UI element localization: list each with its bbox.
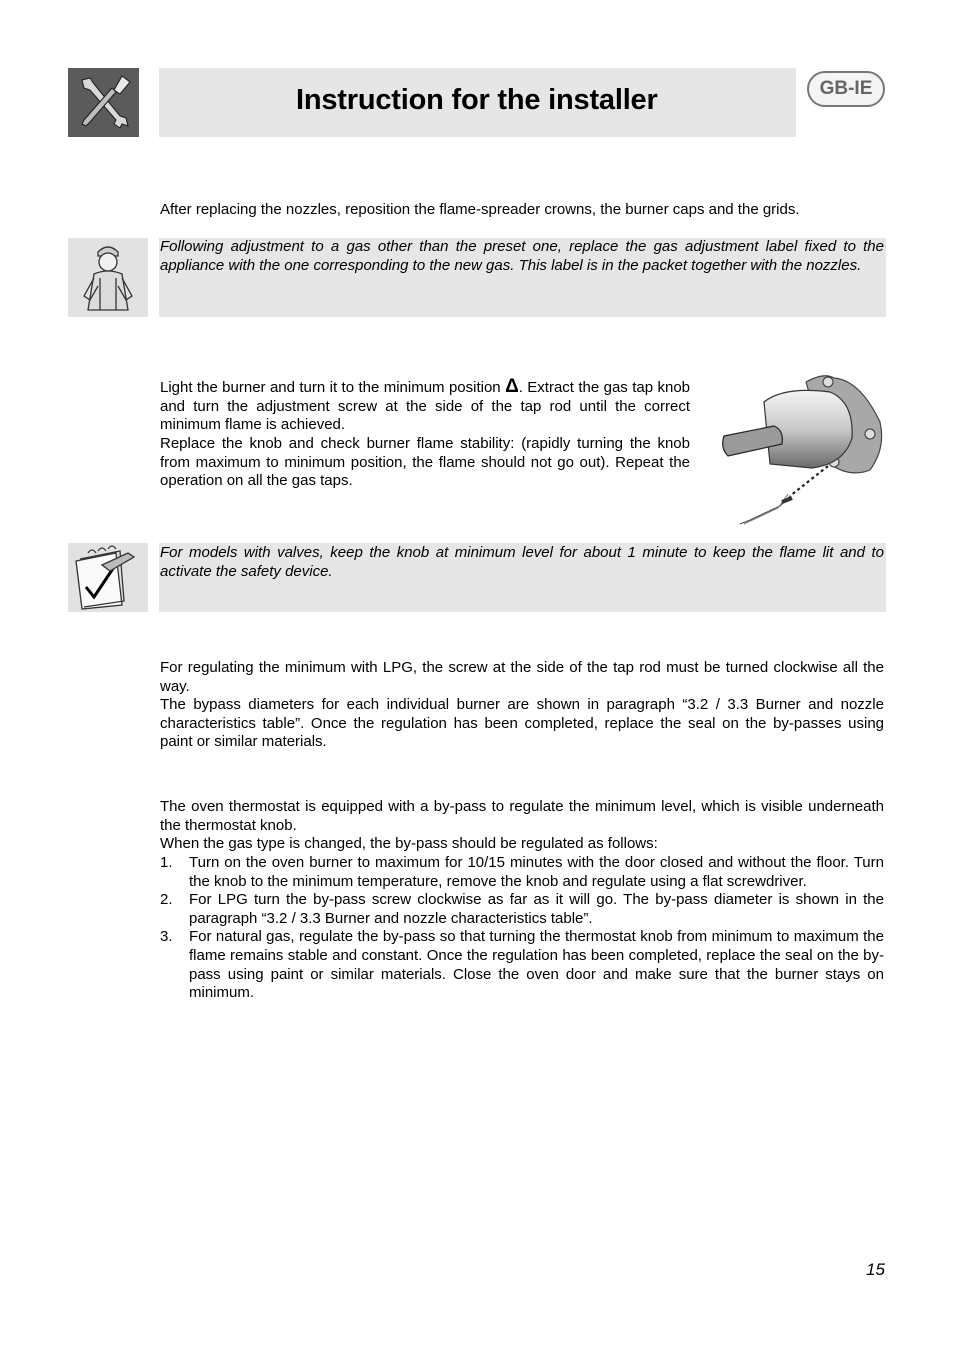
list-item	[160, 928, 884, 1002]
list-item-number: 2.	[160, 891, 173, 909]
notepad-check-icon	[68, 543, 148, 612]
lpg-paragraph-2: The bypass diameters for each individual burner are shown in paragraph “3.2 / 3.3 Burner and nozzle characteristics table”. Once the regulation has been completed, replace the seal on the by-passes using paint or similar materials.	[160, 696, 884, 751]
list-item-number: 3.	[160, 928, 173, 946]
list-item-text: For natural gas, regulate the by-pass so that turning the thermostat knob from minimum to maximum the flame remains stable and constant. Once the regulation has been completed, replace the seal on the by-pass using paint or similar materials. Close the oven door and make sure that the burner stays on minimum.	[189, 928, 884, 1002]
knob-stability-text: Replace the knob and check burner flame stability: (rapidly turning the knob from maximum to minimum position, the flame should not go out). Repeat the operation on all the gas taps.	[160, 435, 690, 490]
intro-text: After replacing the nozzles, reposition the flame-spreader crowns, the burner caps and the grids.	[160, 201, 800, 218]
tools-icon	[68, 68, 139, 137]
list-item	[160, 891, 884, 928]
safety-notice-text: For models with valves, keep the knob at minimum level for about 1 minute to keep the flame lit and to activate the safety device.	[160, 544, 884, 580]
lpg-paragraph-1: For regulating the minimum with LPG, the screw at the side of the tap rod must be turned clockwise all the way.	[160, 659, 884, 695]
page-number: 15	[866, 1260, 885, 1279]
list-item-text: Turn on the oven burner to maximum for 10/15 minutes with the door closed and without the floor. Turn the knob to the minimum temperature, remove the knob and regulate using a flat screwdriver.	[189, 854, 884, 890]
list-item-text: For LPG turn the by-pass screw clockwise as far as it will go. The by-pass diameter is shown in the paragraph “3.2 / 3.3 Burner and nozzle characteristics table”.	[189, 891, 884, 927]
oven-paragraph-2: When the gas type is changed, the by-pass should be regulated as follows:	[160, 835, 658, 852]
minimum-text-b: . Extract the gas tap knob and turn the adjustment screw at the side of the tap rod until the correct minimum flame is achieved.	[160, 379, 690, 434]
installer-person-icon	[68, 238, 148, 317]
oven-steps-list	[160, 854, 884, 1003]
notice-text: Following adjustment to a gas other than the preset one, replace the gas adjustment label fixed to the appliance with the one corresponding to the new gas. This label is in the packet together with the nozzles.	[160, 238, 884, 274]
minimum-symbol: Δ	[505, 376, 519, 397]
page-title: Instruction for the installer	[296, 84, 658, 116]
language-badge: GB-IE	[807, 71, 885, 107]
minimum-text-a: Light the burner and turn it to the minimum position	[160, 379, 506, 396]
list-item	[160, 854, 884, 891]
minimum-paragraph	[160, 378, 690, 435]
gas-tap-knob-illustration	[720, 368, 888, 528]
oven-paragraph-1: The oven thermostat is equipped with a by-pass to regulate the minimum level, which is visible underneath the thermostat knob.	[160, 798, 884, 834]
list-item-number: 1.	[160, 854, 173, 871]
